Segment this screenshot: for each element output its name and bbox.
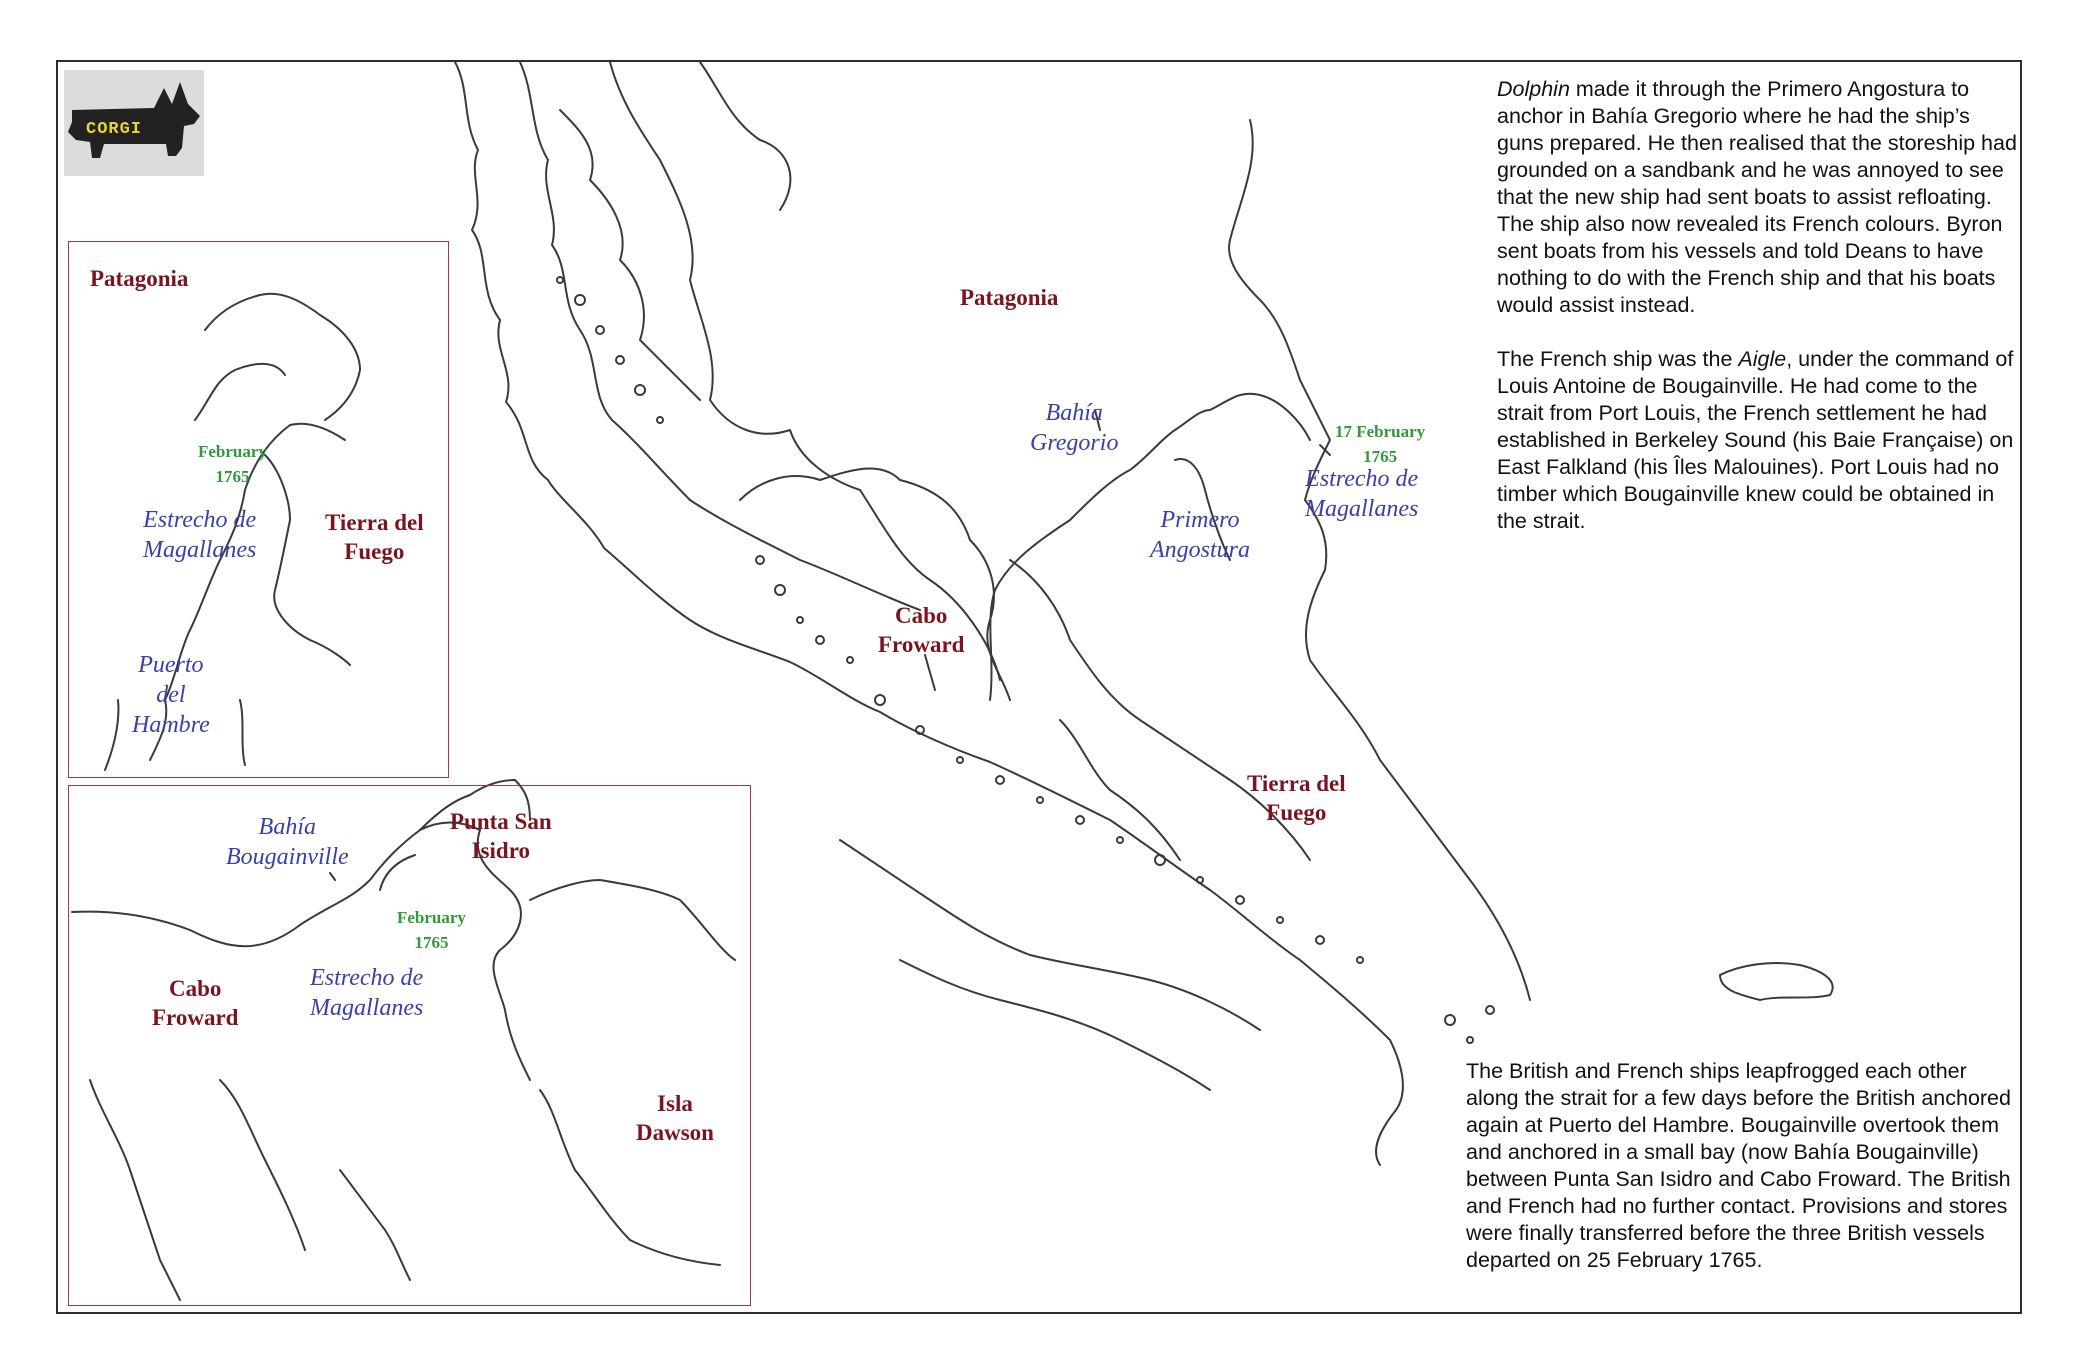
label-date-17-february: 17 February 1765 [1335,422,1426,466]
label-patagonia-main: Patagonia [960,285,1059,310]
label-tierra-del-fuego-inset1: Tierra del Fuego [325,510,424,564]
narrative-bottom [1466,1058,2016,1274]
label-date-inset2: February 1765 [397,908,466,952]
label-isla-dawson: Isla Dawson [636,1091,714,1145]
label-patagonia-inset1: Patagonia [90,266,189,291]
ship-name-aigle: Aigle [1738,347,1787,371]
label-estrecho-main: Estrecho de Magallanes [1305,466,1419,522]
narrative-paragraph-3: The British and French ships leapfrogged each other along the strait for a few days before the British anchored again at Puerto del Hambre. Bougainville overtook them and anchored in a small bay (now Bahía Bougainville) between Punta San Isidro and Cabo Froward. The British and French had no further contact. Provisions and stores were finally transferred before the three British vessels departed on 25 February 1765. [1466,1059,2011,1272]
label-punta-san-isidro: Punta San Isidro [450,809,552,863]
label-estrecho-inset1: Estrecho de Magallanes [143,507,257,563]
label-tierra-del-fuego-main: Tierra del Fuego [1247,771,1346,825]
label-cabo-froward-inset2: Cabo Froward [152,976,239,1030]
ship-name-dolphin: Dolphin [1497,77,1570,101]
label-estrecho-inset2: Estrecho de Magallanes [310,965,424,1021]
narrative-paragraph-1: Dolphin made it through the Primero Angostura to anchor in Bahía Gregorio where he had the ship’s guns prepared. He then realised that the storeship had grounded on a sandbank and he was annoyed to see that the new ship had sent boats to assist refloating. The ship also now revealed its French colours. Byron sent boats from his vessels and told Deans to have nothing to do with the French ship and that his boats would assist instead. [1497,77,2017,317]
logo-text: CORGI [86,120,143,139]
label-puerto-del-hambre: Puerto del Hambre [132,652,210,738]
label-bahia-gregorio: Bahía Gregorio [1030,400,1119,456]
inset-map-bahia-bougainville [68,785,751,1306]
narrative-paragraph-2: The French ship was the Aigle, under the command of Louis Antoine de Bougainville. He had come to the strait from Port Louis, the French settlement he had established in Berkeley Sound (his Baie Française) on East Falkland (his Îles Malouines). Port Louis had no timber which Bougainville knew could be obtained in the strait. [1497,347,2014,533]
label-date-inset1: February 1765 [198,442,267,486]
label-bahia-bougainville: Bahía Bougainville [226,814,349,870]
label-primero-angostura: Primero Angostura [1150,507,1251,563]
narrative-top [1497,76,2017,535]
corgi-logo [64,70,204,176]
label-cabo-froward-main: Cabo Froward [878,603,965,657]
